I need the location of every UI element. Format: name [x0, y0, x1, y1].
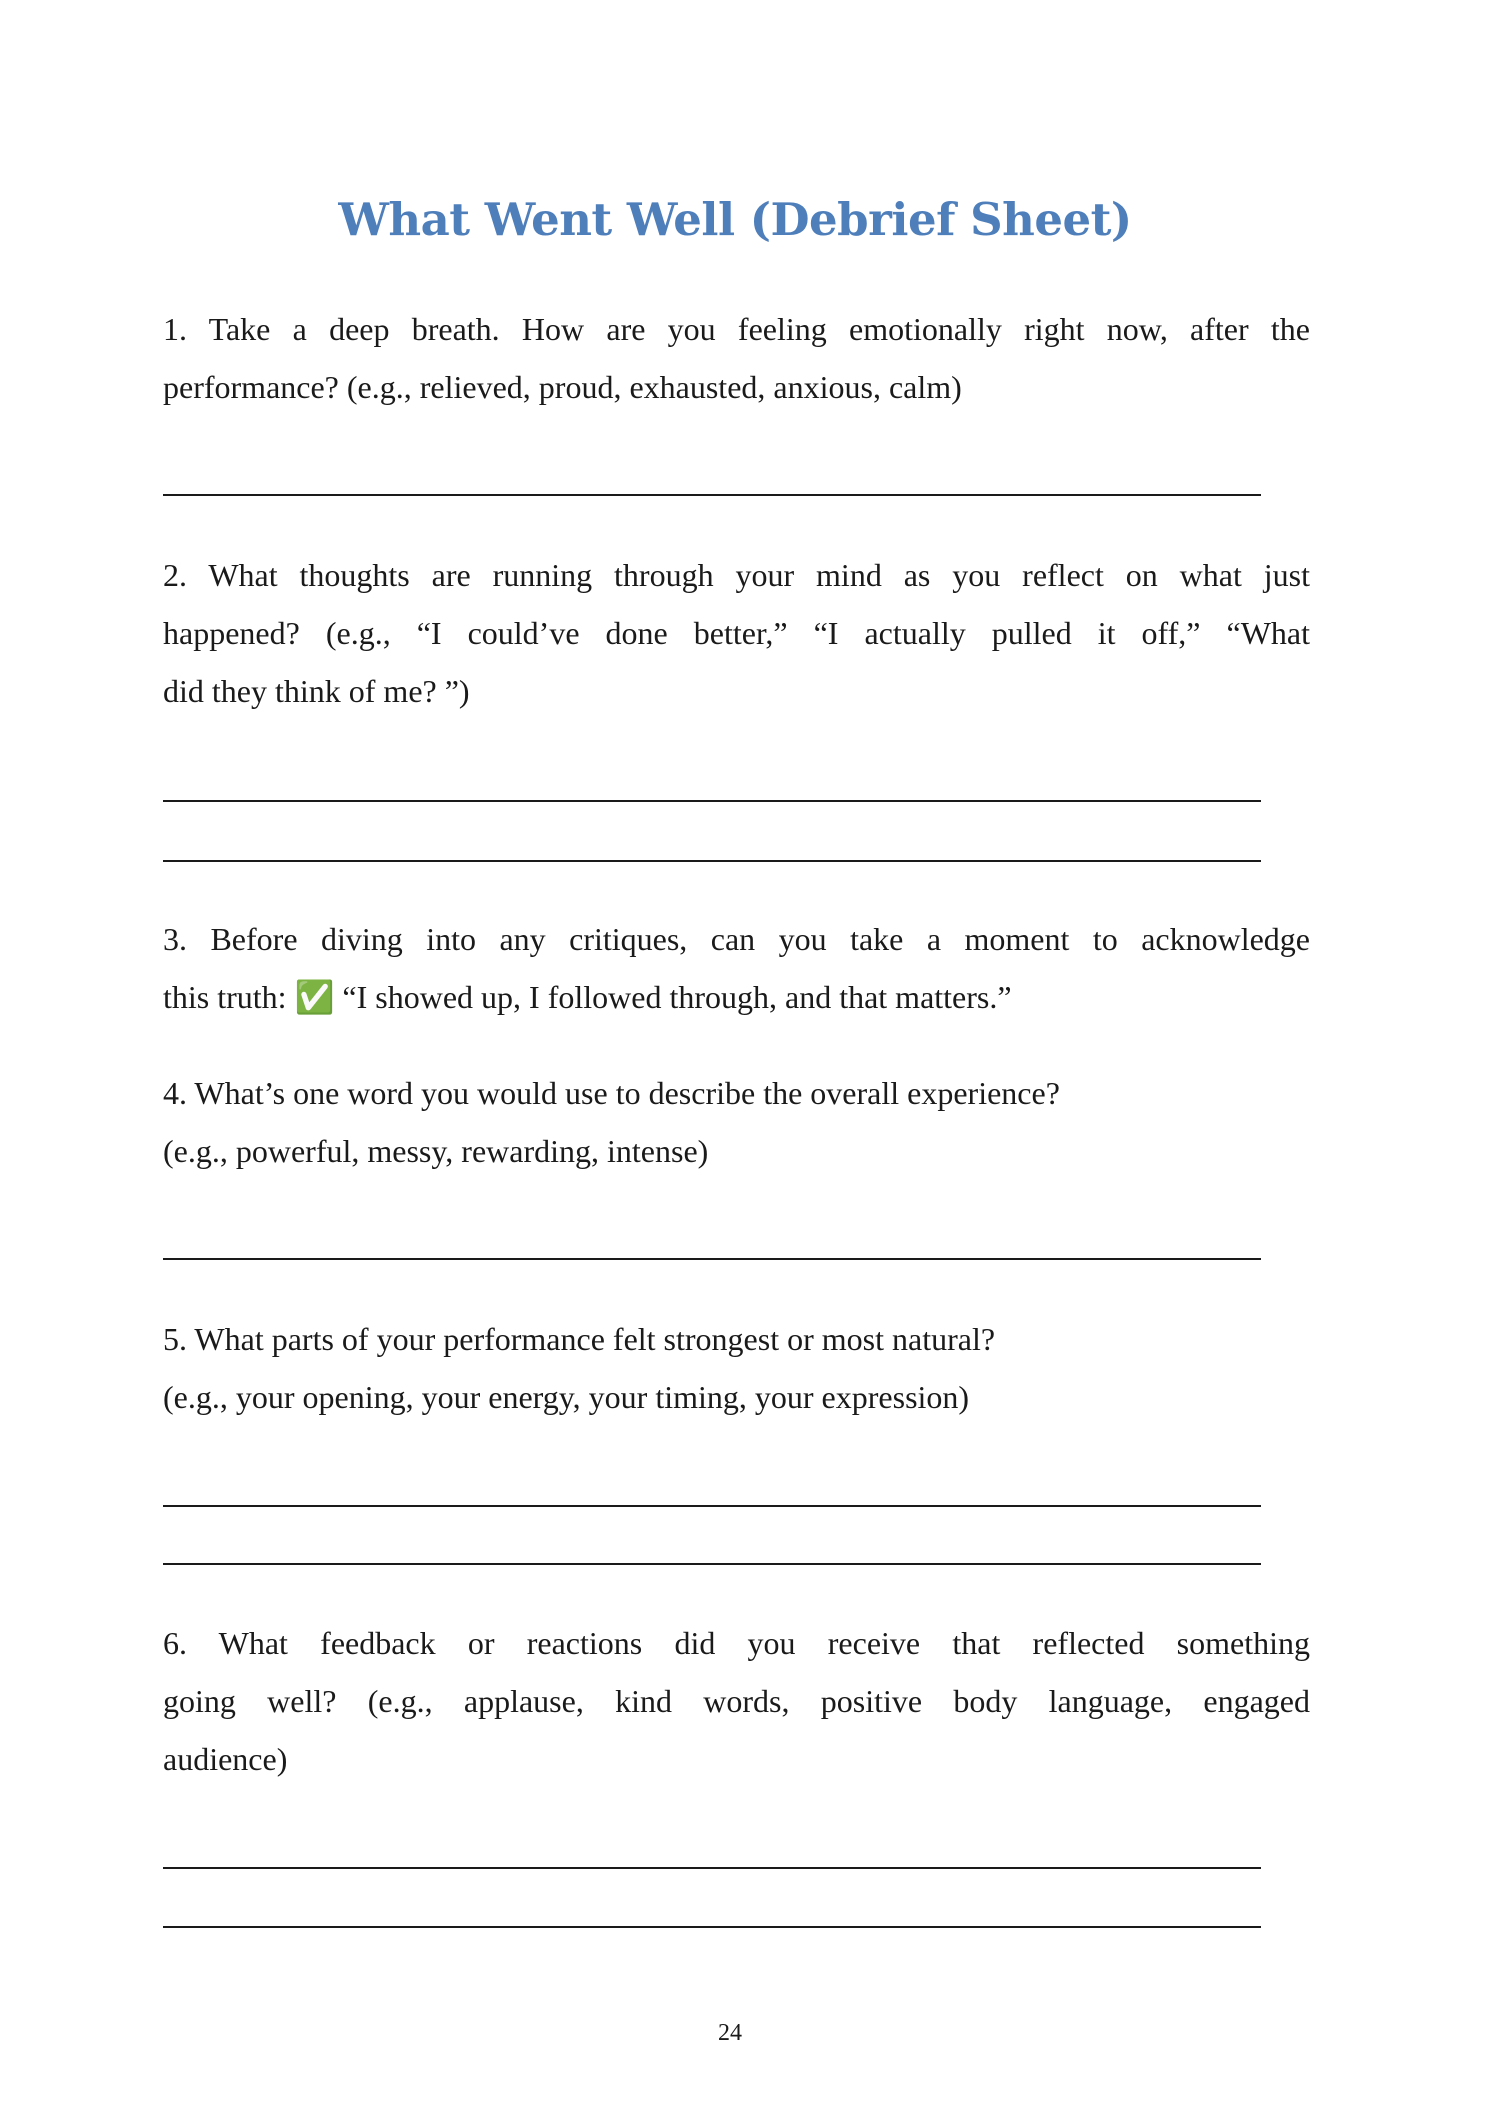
- question-1: [163, 300, 1310, 416]
- answer-line-2a[interactable]: [163, 800, 1261, 802]
- question-2-line-3: did they think of me? ”): [163, 673, 470, 709]
- answer-line-6a[interactable]: [163, 1867, 1261, 1869]
- question-2: [163, 546, 1310, 720]
- answer-line-5a[interactable]: [163, 1505, 1261, 1507]
- question-4-line-2: (e.g., powerful, messy, rewarding, intense): [163, 1133, 709, 1169]
- question-5: [163, 1310, 1310, 1426]
- answer-line-2b[interactable]: [163, 860, 1261, 862]
- question-4: [163, 1064, 1310, 1180]
- question-1-line-2: performance? (e.g., relieved, proud, exhausted, anxious, calm): [163, 369, 962, 405]
- answer-line-6b[interactable]: [163, 1926, 1261, 1928]
- question-3-line-2: this truth: ✅ “I showed up, I followed through, and that matters.”: [163, 979, 1012, 1015]
- answer-line-5b[interactable]: [163, 1563, 1261, 1565]
- question-6-line-2: going well? (e.g., applause, kind words, positive body language, engaged: [163, 1683, 1310, 1719]
- question-6-line-3: audience): [163, 1741, 288, 1777]
- question-4-line-1: 4. What’s one word you would use to describe the overall experience?: [163, 1075, 1060, 1111]
- question-5-line-2: (e.g., your opening, your energy, your timing, your expression): [163, 1379, 970, 1415]
- question-6: [163, 1614, 1310, 1788]
- question-2-line-2: happened? (e.g., “I could’ve done better,” “I actually pulled it off,” “What: [163, 615, 1310, 651]
- question-3: [163, 910, 1310, 1026]
- question-6-line-1: 6. What feedback or reactions did you receive that reflected something: [163, 1625, 1310, 1661]
- question-3-line-1: 3. Before diving into any critiques, can you take a moment to acknowledge: [163, 921, 1310, 957]
- answer-line-1a[interactable]: [163, 494, 1261, 496]
- question-2-line-1: 2. What thoughts are running through your mind as you reflect on what just: [163, 557, 1310, 593]
- page-number: 24: [718, 2020, 742, 2046]
- question-1-line-1: 1. Take a deep breath. How are you feeling emotionally right now, after the: [163, 311, 1310, 347]
- question-5-line-1: 5. What parts of your performance felt strongest or most natural?: [163, 1321, 996, 1357]
- page-title: What Went Well (Debrief Sheet): [338, 193, 1132, 246]
- answer-line-4a[interactable]: [163, 1258, 1261, 1260]
